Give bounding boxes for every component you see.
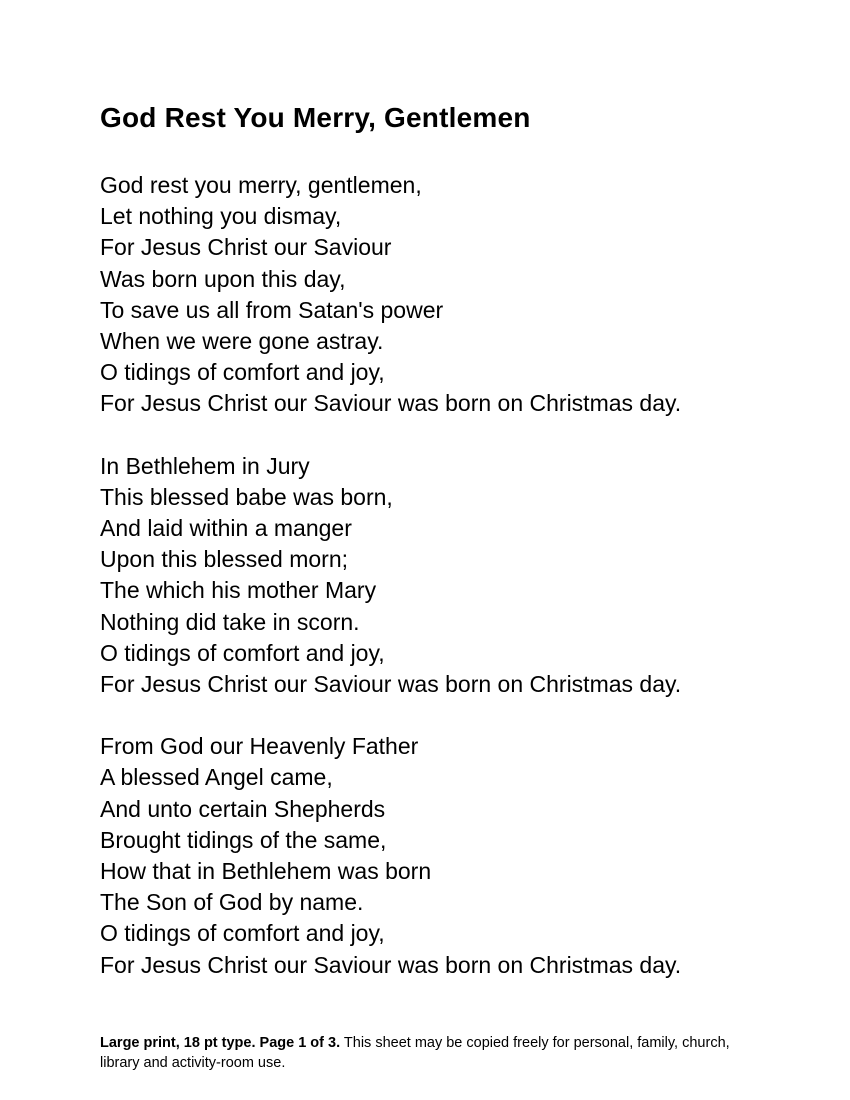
verse-1 [100, 170, 780, 420]
verse-line: A blessed Angel came, [100, 764, 333, 791]
refrain-line: O tidings of comfort and joy, [100, 920, 385, 947]
verse-3 [100, 731, 780, 981]
verse-line: To save us all from Satan's power [100, 296, 444, 323]
lyrics-page [100, 100, 780, 1012]
verse-line: And laid within a manger [100, 515, 352, 542]
footer-print-info: Large print, 18 pt type. Page 1 of 3. [100, 1035, 341, 1051]
verse-line: This blessed babe was born, [100, 483, 393, 510]
verse-line: Upon this blessed morn; [100, 546, 349, 573]
refrain-line: O tidings of comfort and joy, [100, 639, 385, 666]
verses [100, 170, 780, 981]
song-title: God Rest You Merry, Gentlemen [100, 102, 531, 133]
verse-line: The which his mother Mary [100, 577, 377, 604]
verse-line: How that in Bethlehem was born [100, 858, 432, 885]
verse-line: Brought tidings of the same, [100, 826, 387, 853]
verse-line: And unto certain Shepherds [100, 795, 386, 822]
verse-line: From God our Heavenly Father [100, 733, 419, 760]
page-footer [100, 1033, 740, 1073]
verse-line: Was born upon this day, [100, 265, 346, 292]
verse-line: God rest you merry, gentlemen, [100, 172, 422, 198]
refrain-line: For Jesus Christ our Saviour was born on Christmas day. [100, 671, 682, 698]
verse-line: The Son of God by name. [100, 889, 364, 916]
verse-2 [100, 451, 780, 701]
refrain-line: For Jesus Christ our Saviour was born on Christmas day. [100, 390, 682, 417]
verse-line: Nothing did take in scorn. [100, 608, 360, 635]
verse-line: In Bethlehem in Jury [100, 452, 310, 479]
verse-line: Let nothing you dismay, [100, 203, 342, 230]
verse-line: When we were gone astray. [100, 328, 384, 355]
footer-copy-notice: This sheet may be copied freely for personal, family, church, library and activity-room use. [100, 1035, 730, 1071]
verse-line: For Jesus Christ our Saviour [100, 234, 392, 261]
refrain-line: O tidings of comfort and joy, [100, 359, 385, 386]
refrain-line: For Jesus Christ our Saviour was born on Christmas day. [100, 951, 682, 978]
